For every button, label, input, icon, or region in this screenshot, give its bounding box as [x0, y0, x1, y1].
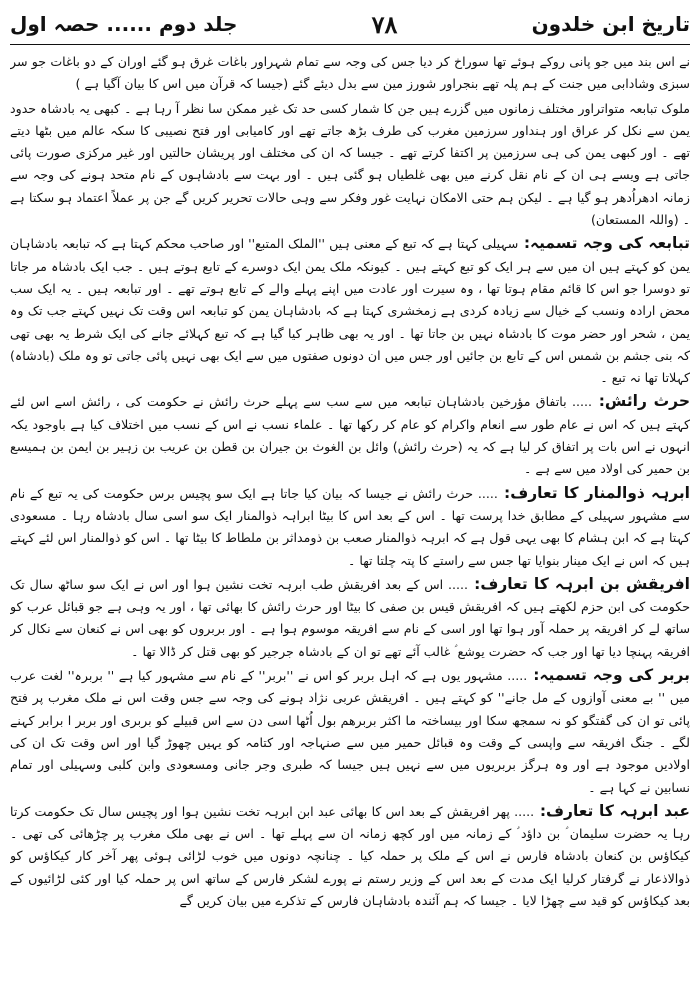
section-heading: حرث رائش:	[591, 392, 690, 411]
section-heading: ابرہہ ذوالمنار کا تعارف:	[497, 483, 690, 502]
paragraph-text: ..... حرث رائش نے جیسا کہ بیان کیا جاتا ہے ایک سو پچیس برس حکومت کی یہ تبع کے نام سے مشہور سہیلی کے مطابق خدا پرست تھا ۔ اس کے بعد اس کا بیٹا ابراہہ ذوالمنار ایک سو اسی سال بادشاہ رہا ۔ مسعودی کہتا ہے کہ ابن ہشام کا بھی یہی قول ہے کہ ابرہہ ذوالمنار صعب بن ذومداثر بن ملطاط کا بیٹا تھا ۔ اس کو ذوالمنار اس لئے کہتے ہیں کہ اس نے ایک مینار بنوایا تھا جس سے راستے کا پتہ چلتا تھا ۔	[10, 485, 690, 568]
paragraph	[10, 97, 690, 232]
paragraph	[10, 232, 690, 389]
paragraph	[10, 664, 690, 799]
section-heading: افریقش بن ابرہہ کا تعارف:	[467, 574, 690, 593]
header-rule	[10, 44, 690, 45]
paragraph-text: ..... مشہور یوں ہے کہ اہل بربر کو اس نے ''بربر'' کے نام سے مشہور کیا ہے '' بربرہ'' لغت عرب میں '' بے معنی آوازوں کے مل جانے'' کو کہتے ہیں ۔ افریقش عربی نژاد ہونے کی وجہ سے جس وقت اس نے ملک مغرب پر فتح پائی تو ان کی گفتگو کو نہ سمجھ سکا اور بیساختہ ما اکثر بربرھم بول اُٹھا اسی دن سے اس قبیلے کو بربری اور بربر ا برابر کہنے لگے ۔ جنگ افریقہ سے واپسی کے وقت وہ قبائل حمیر میں سے صنہاجہ اور کتامہ کو یہیں چھوڑ گیا اور اس وقت تک ان کی اولادیں موجود ہے اور وہ ہرگز بربریوں میں سے نہیں ہیں جیسا کہ طبری وجر جانی ومسعودی وابن کلبی وسہیلی اور تمام نسابین نے کہا ہے ۔	[10, 668, 690, 795]
paragraph	[10, 573, 690, 663]
page-number: ۷۸	[371, 9, 398, 39]
section-heading: بربر کی وجہ تسمیہ:	[527, 666, 690, 685]
section-heading: عبد ابرہہ کا تعارف:	[534, 801, 690, 820]
volume-label: جلد دوم ...... حصہ اول	[10, 12, 238, 36]
section-heading: تبابعہ کی وجہ تسمیہ:	[518, 234, 690, 253]
paragraph-text: ملوک تبابعہ متواتراور مختلف زمانوں میں گزرے ہیں جن کا شمار کسی حد تک غیر ممکن سا نظر آ رہا ہے ۔ کبھی یہ بادشاہ حدود یمن سے نکل کر عراق اور ہنداور سرزمین مغرب کی طرف بڑھ جاتے تھے اور کامیابی اور فتح نصیبی کا سکہ عالم میں بٹھا دیتے تھے ۔ اور کبھی یمن کی ہی سرزمین پر اکتفا کرتے تھے ۔ جیسا کہ ان کی مختلف اور پریشان حالتیں اور غیر مرکزی صورت پائی جاتی ہے ویسے ہی ان کے نام نقل کرنے میں بھی غلطیاں ہو گئی ہیں ۔ اور بہت سے بادشاہوں کے نام متحد ہونے کی وجہ سے زمانہ ادھراُدھر ہو گیا ہے ۔ لیکن ہم حتی الامکان نہایت غور وفکر سے وہی حالات تحریر کریں گے جن پر عملاً اعتماد ہو سکتا ہے ۔ (واللہ المستعان)	[10, 100, 690, 228]
paragraph-text: ..... پھر افریقش کے بعد اس کا بھائی عبد ابن ابرہہ تخت نشین ہوا اور پچیس سال تک حکومت کرتا رہا یہ حضرت سلیمان ؑ بن داؤد ؑ کے زمانہ میں اور کچھ زمانہ ان سے پہلے تھا ۔ اس نے بھی ملک مغرب پر چڑھائی کی تھی ۔ کیکاؤس بن کنعان بادشاہ فارس نے اس کے ملک پر حملہ کیا ۔ چنانچہ دونوں میں خوب لڑائی ہوئی پھر آخر کار کیکاؤس کو ذوالاذعار نے گرفتار کرلیا ایک مدت کے بعد اس کے وزیر رستم نے پورے لشکر فارس کے ساتھ اس پر حملہ کیا اور کئی لڑائیوں کے بعد کیکاؤس کو قید سے چھڑا لایا ۔ جیسا کہ ہم آئندہ بادشاہان فارس کے تذکرے میں بیان کریں گے	[10, 803, 690, 908]
paragraph	[10, 800, 690, 912]
paragraph-text: نے اس بند میں جو پانی روکے ہوئے تھا سوراخ کر دیا جس کی وجہ سے تمام شہراور باغات غرق ہو گئے اوران کے دو باغات جو سر سبزی وشادابی میں جنت کے ہم پلہ تھے بنجراور شورز مین سے بدل دیئے گئے (جیسا کہ قرآن میں اس کا بیان آگیا ہے )	[10, 54, 690, 92]
paragraph	[10, 482, 690, 572]
page-body	[10, 50, 690, 971]
page-header	[10, 4, 690, 44]
paragraph	[10, 50, 690, 96]
paragraph-text: ..... باتفاق مؤرخین بادشاہان تبابعہ میں سے سب سے پہلے حرث رائش نے حکومت کی ، رائش اسے اس لئے کہتے ہیں کہ اس نے عام طور سے انعام واکرام کو عام کر رکھا تھا ۔ علماء نسب نے اس کے نسب میں اختلاف کیا ہے باوجود یکہ انہوں نے اس بات پر اتفاق کر لیا ہے کہ یہ (حرث رائش) وائل بن الغوث بن جیران بن قطن بن عریب بن زہیر بن ایمن بن ہمیسع بن حمیر کی اولاد میں سے ہے ۔	[10, 394, 690, 477]
paragraph-text: ..... اس کے بعد افریقش طب ابرہہ تخت نشین ہوا اور اس نے ایک سو ساٹھ سال تک حکومت کی ابن حزم لکھتے ہیں کہ افریقش قیس بن صفی کا بیٹا اور حرث رائش کا بھائی تھا ، اور یہ وہی ہے جو قبائل عرب کو ساتھ لے کر افریقہ پر حملہ آور ہوا تھا اور اسی کے نام سے افریقہ موسوم ہوا ہے ۔ اور بربروں کو بھی اس نے کنعان سے نکال کر افریقہ پہنچا دیا تھا اور جب کہ حضرت یوشع ؑ غالب آئے تھے تو ان کے بادشاہ جرجیر کو بھی قتل کر ڈالا تھا ۔	[10, 576, 690, 659]
paragraph	[10, 390, 690, 480]
paragraph-text: سہیلی کہتا ہے کہ تبع کے معنی ہیں ''الملک المتبع'' اور صاحب محکم کہتا ہے کہ تبابعہ بادشاہان یمن کو کہتے ہیں ان میں سے ہر ایک کو تبع کہتے ہیں ۔ کیونکہ ملک یمن ایک دوسرے کے تابع ہوتے ہیں ۔ جب ایک بادشاہ مر جاتا تو دوسرا جو اس کا قائم مقام ہوتا تھا ، وہ سیرت اور عادت میں اپنے پہلے والے کے تابع ہوتے تھے ۔ اور تبابعہ ہیں ۔ یہ ایک سب محض ارادہ ونسب کے خیال سے زیادہ کردی ہے زمخشری کہتا ہے کہ بادشاہان یمن کو تبابعہ اس وقت تک نہیں کہتے جب تک وہ یمن ، شحر اور حضر موت کا بادشاہ نہیں بن جاتا تھا ۔ اور یہ بھی ظاہر کیا گیا ہے کہ تبع کہلائے جانے کی ایک شرط یہ بھی تھی کہ بنی جشم بن شمس اس کے تابع بن جائیں اور جس میں ان دونوں صفتوں میں سے ایک بھی نہیں پائی جاتی تو وہ ملک (بادشاہ) کہلاتا تھا نہ تبع ۔	[10, 236, 690, 386]
book-title: تاریخ ابن خلدون	[531, 12, 690, 36]
